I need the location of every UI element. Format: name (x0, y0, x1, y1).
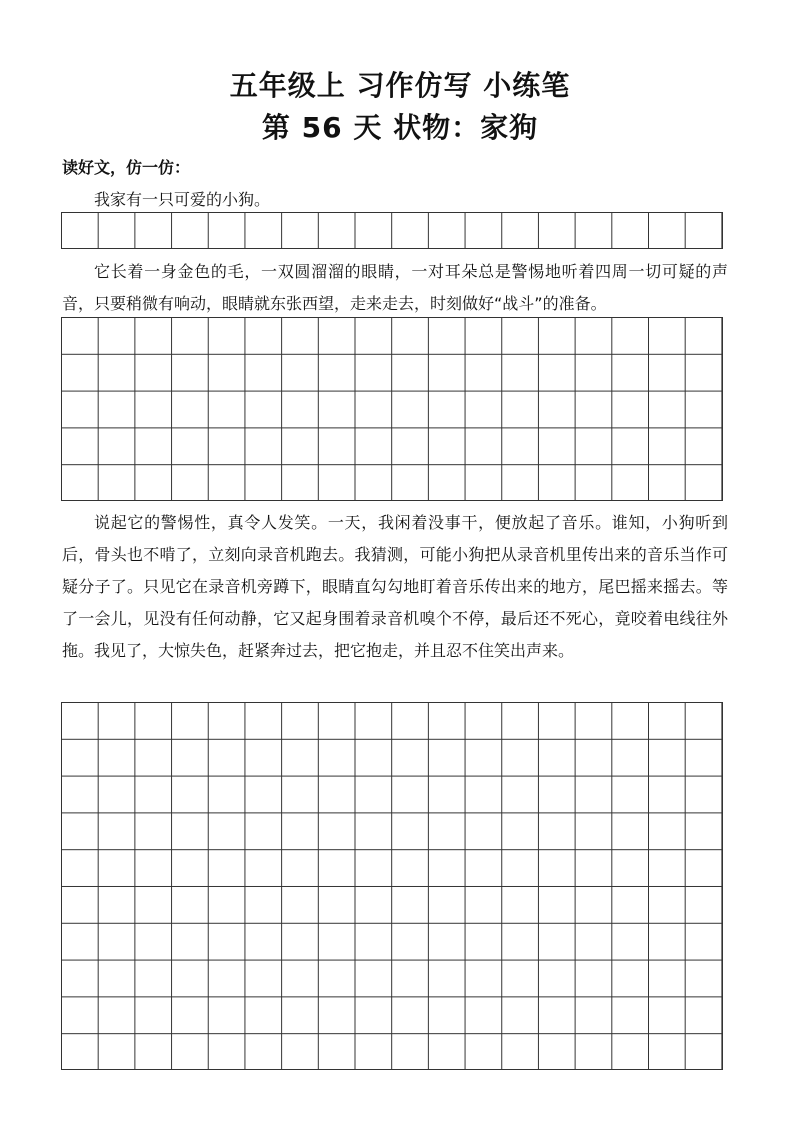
instruction-label: 读好文，仿一仿： (62, 158, 191, 177)
page-title: 五年级上 习作仿写 小练笔 (229, 69, 571, 102)
writing-grid-1[interactable] (61, 212, 723, 249)
page-subtitle: 第 56 天 状物：家狗 (261, 111, 539, 144)
passage-1: 我家有一只可爱的小狗。 (94, 190, 271, 209)
writing-grid-3[interactable] (61, 702, 723, 1070)
writing-grid-2[interactable] (61, 317, 723, 501)
passage-2: 它长着一身金色的毛，一双圆溜溜的眼睛，一对耳朵总是警惕地听着四周一切可疑的声音，只要稍微有响动，眼睛就东张西望，走来走去，时刻做好“战斗”的准备。 (62, 262, 728, 313)
passage-3: 说起它的警惕性，真令人发笑。一天，我闲着没事干，便放起了音乐。谁知，小狗听到后，骨头也不啃了，立刻向录音机跑去。我猜测，可能小狗把从录音机里传出来的音乐当作可疑分子了。只见它在录音机旁蹲下，眼睛直勾勾地盯着音乐传出来的地方，尾巴摇来摇去。等了一会儿，见没有任何动静，它又起身围着录音机嗅个不停，最后还不死心，竟咬着电线往外拖。我见了，大惊失色，赶紧奔过去，把它抱走，并且忍不住笑出声来。 (62, 513, 728, 660)
